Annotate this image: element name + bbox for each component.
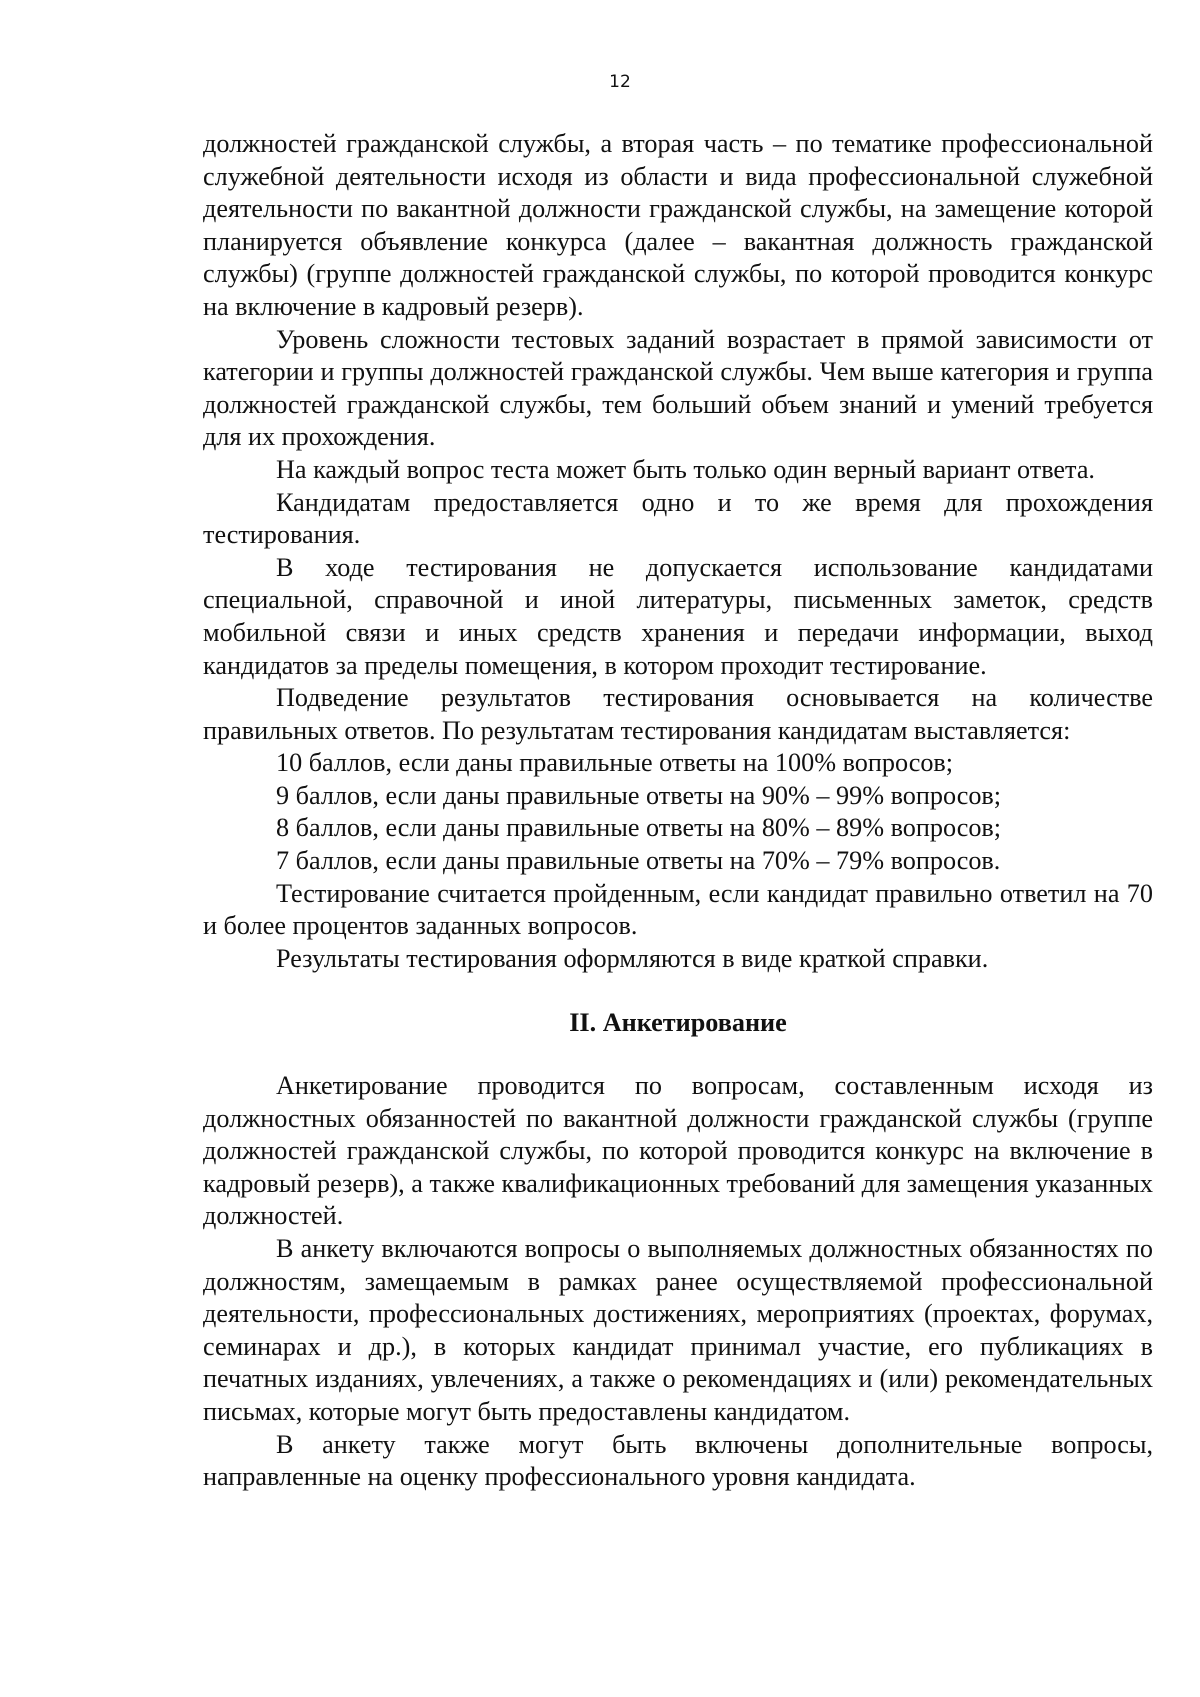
paragraph-scoring-intro: Подведение результатов тестирования основывается на количестве правильных ответов. По результатам тестирования кандидатам выставляется: [203,683,1153,745]
paragraph-results-form: Результаты тестирования оформляются в виде краткой справки. [276,943,989,973]
paragraph-difficulty: Уровень сложности тестовых заданий возрастает в прямой зависимости от категории и группы должностей гражданской службы. Чем выше категория и группа должностей гражданской службы, тем больший объем знаний и умений требуется для их прохождения. [203,324,1153,452]
page-number: 12 [609,72,631,92]
paragraph-survey-contents: В анкету включаются вопросы о выполняемых должностных обязанностях по должностям, замещаемым в рамках ранее осуществляемой профессиональной деятельности, профессиональных достижениях, мероприятиях (проектах, форумах, семинарах и др.), в которых кандидат принимал участие, его публикациях в печатных изданиях, увлечениях, а также о рекомендациях и (или) рекомендательных письмах, которые могут быть предоставлены кандидатом. [203,1234,1153,1426]
paragraph-survey-additional: В анкету также могут быть включены дополнительные вопросы, направленные на оценку профессионального уровня кандидата. [203,1429,1153,1492]
document-body [203,128,1153,1494]
score-line-10: 10 баллов, если даны правильные ответы на 100% вопросов; [276,748,954,778]
score-line-7: 7 баллов, если даны правильные ответы на 70% – 79% вопросов. [276,846,1001,876]
score-line-8: 8 баллов, если даны правильные ответы на 80% – 89% вопросов; [276,813,1002,843]
paragraph-restrictions: В ходе тестирования не допускается использование кандидатами специальной, справочной и иной литературы, письменных заметок, средств мобильной связи и иных средств хранения и передачи информации, выход кандидатов за пределы помещения, в котором проходит тестирование. [203,552,1153,680]
paragraph-survey-basis: Анкетирование проводится по вопросам, составленным исходя из должностных обязанностей по вакантной должности гражданской службы (группе должностей гражданской службы, по которой проводится конкурс на включение в кадровый резерв), а также квалификационных требований для замещения указанных должностей. [203,1071,1153,1231]
paragraph-equal-time: Кандидатам предоставляется одно и то же время для прохождения тестирования. [203,487,1153,550]
paragraph-one-answer: На каждый вопрос теста может быть только один верный вариант ответа. [276,454,1095,484]
paragraph-continuation: должностей гражданской службы, а вторая часть – по тематике профессиональной служебной деятельности исходя из области и вида профессиональной служебной деятельности по вакантной должности гражданской службы, на замещение которой планируется объявление конкурса (далее – вакантная должность гражданской службы) (группе должностей гражданской службы, по которой проводится конкурс на включение в кадровый резерв). [203,129,1153,321]
section-heading: II. Анкетирование [569,1008,787,1038]
paragraph-pass-criteria: Тестирование считается пройденным, если кандидат правильно ответил на 70 и более процентов заданных вопросов. [203,878,1153,941]
score-line-9: 9 баллов, если даны правильные ответы на 90% – 99% вопросов; [276,780,1002,810]
